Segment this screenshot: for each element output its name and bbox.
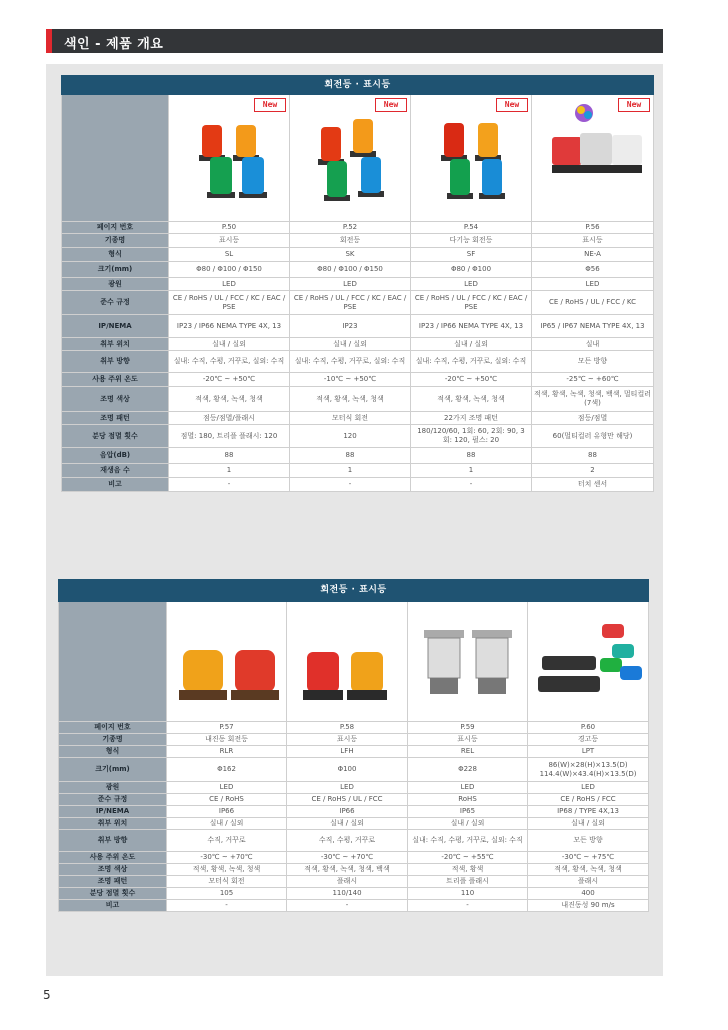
cell-flash: 105	[167, 888, 287, 900]
row-light	[62, 278, 654, 291]
cell-pattern: 트리플 플래시	[408, 876, 528, 888]
image-label-cell	[59, 602, 167, 722]
cell-pattern: 플래시	[528, 876, 649, 888]
cell-sounds: 1	[411, 464, 532, 478]
cell-mount-dir: 수직, 거꾸로	[167, 830, 287, 852]
row-label: 조명 패턴	[59, 876, 167, 888]
cell-model: 표시등	[169, 234, 290, 248]
lfh-product-photo	[287, 602, 408, 722]
sl-product-photo	[169, 95, 290, 222]
cell-temp: -10℃ ~ +50℃	[290, 373, 411, 387]
cell-type: LPT	[528, 746, 649, 758]
cell-ip: IP23 / IP66 NEMA TYPE 4X, 13	[411, 315, 532, 338]
cell-mount-pos: 실내 / 실외	[167, 818, 287, 830]
cell-model: 표시등	[532, 234, 654, 248]
cell-type: RLR	[167, 746, 287, 758]
row-label: 재생음 수	[62, 464, 169, 478]
cell-light: LED	[287, 782, 408, 794]
cell-page: P.57	[167, 722, 287, 734]
row-label: 조명 색상	[59, 864, 167, 876]
cell-db: 88	[169, 448, 290, 464]
cell-model: 회전등	[290, 234, 411, 248]
cell-mount-pos: 실내 / 실외	[169, 338, 290, 351]
product-image-lfh	[287, 602, 408, 722]
cell-pattern: 모터식 회전	[167, 876, 287, 888]
cell-color: 적색, 황색, 녹색, 청색	[290, 387, 411, 412]
cell-pattern: 점등/점멸	[532, 412, 654, 425]
cell-type: SF	[411, 248, 532, 262]
row-temp	[59, 852, 649, 864]
row-light	[59, 782, 649, 794]
cell-note: -	[408, 900, 528, 912]
cell-sounds: 1	[169, 464, 290, 478]
cell-model: 다기능 회전등	[411, 234, 532, 248]
cell-flash: 180/120/60, 1회: 60, 2회: 90, 3회: 120, 펄스: 20	[411, 425, 532, 448]
row-label: 광원	[59, 782, 167, 794]
row-ip	[62, 315, 654, 338]
cell-page: P.52	[290, 222, 411, 234]
row-label: 분당 점멸 횟수	[59, 888, 167, 900]
cell-note: 내진동성 90 m/s	[528, 900, 649, 912]
cell-temp: -20℃ ~ +50℃	[411, 373, 532, 387]
row-pattern	[59, 876, 649, 888]
section-header	[46, 29, 663, 53]
cell-mount-pos: 실내	[532, 338, 654, 351]
cell-ip: IP66	[287, 806, 408, 818]
cell-ip: IP23	[290, 315, 411, 338]
row-page	[59, 722, 649, 734]
row-ip	[59, 806, 649, 818]
cell-mount-pos: 실내 / 실외	[287, 818, 408, 830]
cell-ip: IP65 / IP67 NEMA TYPE 4X, 13	[532, 315, 654, 338]
row-size	[62, 262, 654, 278]
cell-ip: IP23 / IP66 NEMA TYPE 4X, 13	[169, 315, 290, 338]
row-label: 준수 규정	[62, 291, 169, 315]
product-table-2	[58, 579, 649, 912]
cell-sounds: 1	[290, 464, 411, 478]
cell-pattern: 플래시	[287, 876, 408, 888]
cell-size: Φ100	[287, 758, 408, 782]
cell-type: SL	[169, 248, 290, 262]
cell-standards: CE / RoHS / FCC	[528, 794, 649, 806]
row-standards	[59, 794, 649, 806]
cell-standards: CE / RoHS	[167, 794, 287, 806]
new-badge: New	[496, 98, 528, 112]
row-label: 비고	[59, 900, 167, 912]
product-image-sf	[411, 95, 532, 222]
cell-db: 88	[411, 448, 532, 464]
cell-sounds: 2	[532, 464, 654, 478]
row-pattern	[62, 412, 654, 425]
cell-model: 표시등	[287, 734, 408, 746]
cell-page: P.50	[169, 222, 290, 234]
row-label: 조명 패턴	[62, 412, 169, 425]
cell-mount-dir: 실내: 수직, 수평, 거꾸로, 실외: 수직	[290, 351, 411, 373]
cell-color: 적색, 황색, 녹색, 청색	[169, 387, 290, 412]
cell-light: LED	[167, 782, 287, 794]
row-page	[62, 222, 654, 234]
cell-temp: -30℃ ~ +75℃	[528, 852, 649, 864]
page-number: 5	[43, 988, 51, 1002]
row-note	[59, 900, 649, 912]
cell-note: -	[411, 478, 532, 492]
cell-type: NE-A	[532, 248, 654, 262]
cell-page: P.56	[532, 222, 654, 234]
cell-mount-dir: 모든 방향	[532, 351, 654, 373]
cell-size: Φ56	[532, 262, 654, 278]
new-badge: New	[254, 98, 286, 112]
cell-pattern: 22가지 조명 패턴	[411, 412, 532, 425]
new-badge: New	[618, 98, 650, 112]
cell-mount-pos: 실내 / 실외	[290, 338, 411, 351]
cell-note: 터치 센서	[532, 478, 654, 492]
cell-temp: -30℃ ~ +70℃	[287, 852, 408, 864]
row-flash	[62, 425, 654, 448]
row-label: 분당 점멸 횟수	[62, 425, 169, 448]
cell-color: 적색, 황색, 녹색, 청색	[528, 864, 649, 876]
product-image-rlr	[167, 602, 287, 722]
cell-size: 86(W)×28(H)×13.5(D) 114.4(W)×43.4(H)×13.5(D)	[528, 758, 649, 782]
cell-size: Φ228	[408, 758, 528, 782]
cell-light: LED	[408, 782, 528, 794]
row-db	[62, 448, 654, 464]
row-label: 취부 방향	[62, 351, 169, 373]
product-image-lpt	[528, 602, 649, 722]
cell-temp: -25℃ ~ +60℃	[532, 373, 654, 387]
cell-size: Φ80 / Φ100 / Φ150	[169, 262, 290, 278]
cell-standards: RoHS	[408, 794, 528, 806]
cell-db: 88	[532, 448, 654, 464]
product-image-sl	[169, 95, 290, 222]
product-table-1	[61, 75, 654, 492]
cell-flash: 60(멀티컬러 유형만 해당)	[532, 425, 654, 448]
row-model	[62, 234, 654, 248]
cell-note: -	[290, 478, 411, 492]
sf-product-photo	[411, 95, 532, 222]
cell-note: -	[167, 900, 287, 912]
row-label: IP/NEMA	[59, 806, 167, 818]
product-image-ne-a	[532, 95, 654, 222]
row-label: 형식	[59, 746, 167, 758]
sk-product-photo	[290, 95, 411, 222]
cell-mount-pos: 실내 / 실외	[411, 338, 532, 351]
cell-temp: -30℃ ~ +70℃	[167, 852, 287, 864]
cell-flash: 400	[528, 888, 649, 900]
row-label: 기종명	[59, 734, 167, 746]
row-standards	[62, 291, 654, 315]
cell-pattern: 모터식 회전	[290, 412, 411, 425]
cell-type: SK	[290, 248, 411, 262]
lpt-product-photo	[528, 602, 649, 722]
cell-color: 적색, 황색, 녹색, 청색, 백색	[287, 864, 408, 876]
cell-temp: -20℃ ~ +55℃	[408, 852, 528, 864]
row-label: 크기(mm)	[59, 758, 167, 782]
row-label: 취부 방향	[59, 830, 167, 852]
cell-mount-dir: 실내: 수직, 수평, 거꾸로, 실외: 수직	[169, 351, 290, 373]
cell-db: 88	[290, 448, 411, 464]
row-label: 준수 규정	[59, 794, 167, 806]
cell-standards: CE / RoHS / UL / FCC / KC / EAC / PSE	[169, 291, 290, 315]
cell-ip: IP65	[408, 806, 528, 818]
table-2-title: 회전등 · 표시등	[59, 580, 649, 602]
cell-model: 경고등	[528, 734, 649, 746]
rel-product-photo	[408, 602, 528, 722]
row-label: 취부 위치	[62, 338, 169, 351]
row-label: 사용 주위 온도	[59, 852, 167, 864]
cell-light: LED	[532, 278, 654, 291]
row-mount-pos	[59, 818, 649, 830]
cell-light: LED	[528, 782, 649, 794]
cell-model: 내진동 회전등	[167, 734, 287, 746]
row-label: 페이지 번호	[62, 222, 169, 234]
cell-page: P.59	[408, 722, 528, 734]
cell-light: LED	[411, 278, 532, 291]
cell-mount-pos: 실내 / 실외	[408, 818, 528, 830]
cell-pattern: 점등/점멸/플래시	[169, 412, 290, 425]
cell-note: -	[169, 478, 290, 492]
cell-mount-dir: 실내: 수직, 수평, 거꾸로, 실외: 수직	[408, 830, 528, 852]
cell-note: -	[287, 900, 408, 912]
product-image-rel	[408, 602, 528, 722]
cell-ip: IP68 / TYPE 4X,13	[528, 806, 649, 818]
row-mount-dir	[59, 830, 649, 852]
cell-page: P.54	[411, 222, 532, 234]
cell-standards: CE / RoHS / UL / FCC	[287, 794, 408, 806]
cell-ip: IP66	[167, 806, 287, 818]
row-color	[59, 864, 649, 876]
row-flash	[59, 888, 649, 900]
cell-type: LFH	[287, 746, 408, 758]
row-label: 페이지 번호	[59, 722, 167, 734]
cell-color: 적색, 황색, 녹색, 청색	[167, 864, 287, 876]
cell-color: 적색, 황색	[408, 864, 528, 876]
cell-standards: CE / RoHS / UL / FCC / KC / EAC / PSE	[411, 291, 532, 315]
row-size	[59, 758, 649, 782]
row-label: 음압(dB)	[62, 448, 169, 464]
row-temp	[62, 373, 654, 387]
row-note	[62, 478, 654, 492]
row-label: 크기(mm)	[62, 262, 169, 278]
row-sounds	[62, 464, 654, 478]
rlr-product-photo	[167, 602, 287, 722]
cell-color: 적색, 황색, 녹색, 청색	[411, 387, 532, 412]
row-label: 형식	[62, 248, 169, 262]
cell-flash: 110	[408, 888, 528, 900]
cell-size: Φ162	[167, 758, 287, 782]
cell-size: Φ80 / Φ100	[411, 262, 532, 278]
image-label-cell	[62, 95, 169, 222]
cell-standards: CE / RoHS / UL / FCC / KC	[532, 291, 654, 315]
ne-a-product-photo	[532, 95, 654, 222]
cell-temp: -20℃ ~ +50℃	[169, 373, 290, 387]
row-mount-dir	[62, 351, 654, 373]
cell-light: LED	[290, 278, 411, 291]
cell-flash: 점멸: 180, 트리플 플래시: 120	[169, 425, 290, 448]
row-label: IP/NEMA	[62, 315, 169, 338]
product-image-sk	[290, 95, 411, 222]
row-label: 취부 위치	[59, 818, 167, 830]
cell-flash: 120	[290, 425, 411, 448]
cell-size: Φ80 / Φ100 / Φ150	[290, 262, 411, 278]
row-label: 기종명	[62, 234, 169, 248]
cell-color: 적색, 황색, 녹색, 청색, 백색, 멀티컬러(7색)	[532, 387, 654, 412]
row-label: 비고	[62, 478, 169, 492]
cell-mount-pos: 실내 / 실외	[528, 818, 649, 830]
row-label: 광원	[62, 278, 169, 291]
row-type	[62, 248, 654, 262]
cell-mount-dir: 모든 방향	[528, 830, 649, 852]
section-title: 색인 - 제품 개요	[64, 37, 164, 52]
row-label: 조명 색상	[62, 387, 169, 412]
cell-mount-dir: 수직, 수평, 거꾸로	[287, 830, 408, 852]
row-type	[59, 746, 649, 758]
row-label: 사용 주위 온도	[62, 373, 169, 387]
cell-model: 표시등	[408, 734, 528, 746]
new-badge: New	[375, 98, 407, 112]
cell-type: REL	[408, 746, 528, 758]
row-color	[62, 387, 654, 412]
cell-mount-dir: 실내: 수직, 수평, 거꾸로, 실외: 수직	[411, 351, 532, 373]
cell-page: P.60	[528, 722, 649, 734]
row-model	[59, 734, 649, 746]
cell-standards: CE / RoHS / UL / FCC / KC / EAC / PSE	[290, 291, 411, 315]
cell-flash: 110/140	[287, 888, 408, 900]
cell-page: P.58	[287, 722, 408, 734]
row-mount-pos	[62, 338, 654, 351]
table-1-title: 회전등 · 표시등	[62, 76, 654, 95]
cell-light: LED	[169, 278, 290, 291]
header-accent-bar	[46, 29, 52, 53]
